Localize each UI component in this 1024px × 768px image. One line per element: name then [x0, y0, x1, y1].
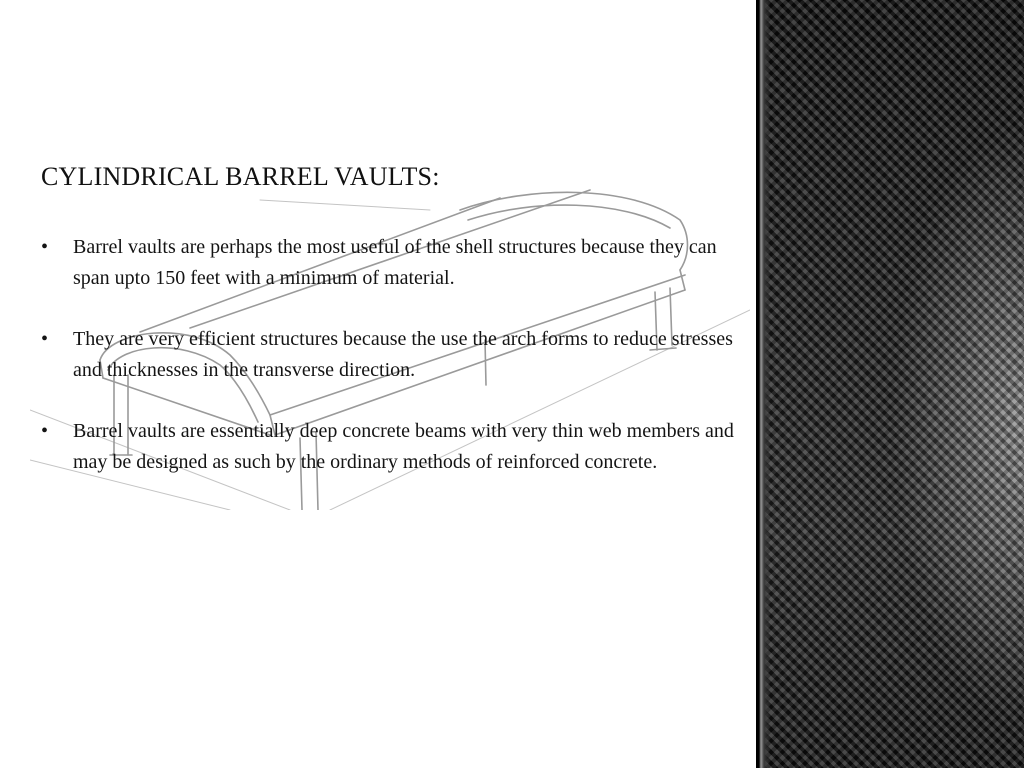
bullet-list: [41, 232, 746, 508]
bullet-item: [41, 232, 746, 293]
bullet-text: They are very efficient structures because the use the arch forms to reduce stresses and thicknesses in the transverse direction.: [73, 328, 733, 381]
bullet-item: [41, 416, 746, 477]
bullet-text: Barrel vaults are essentially deep concrete beams with very thin web members and may be designed as such by the ordinary methods of reinforced concrete.: [73, 420, 734, 473]
slide-title: CYLINDRICAL BARREL VAULTS:: [41, 162, 440, 191]
bullet-text: Barrel vaults are perhaps the most useful of the shell structures because they can span upto 150 feet with a minimum of material.: [73, 236, 717, 289]
bullet-item: [41, 324, 746, 385]
carbon-weave-texture: [756, 0, 1024, 768]
bullet-marker: •: [41, 420, 49, 442]
bullet-marker: •: [41, 328, 49, 350]
panel-edge: [756, 0, 770, 768]
bullet-marker: •: [41, 236, 49, 258]
carbon-fiber-side-panel: [756, 0, 1024, 768]
